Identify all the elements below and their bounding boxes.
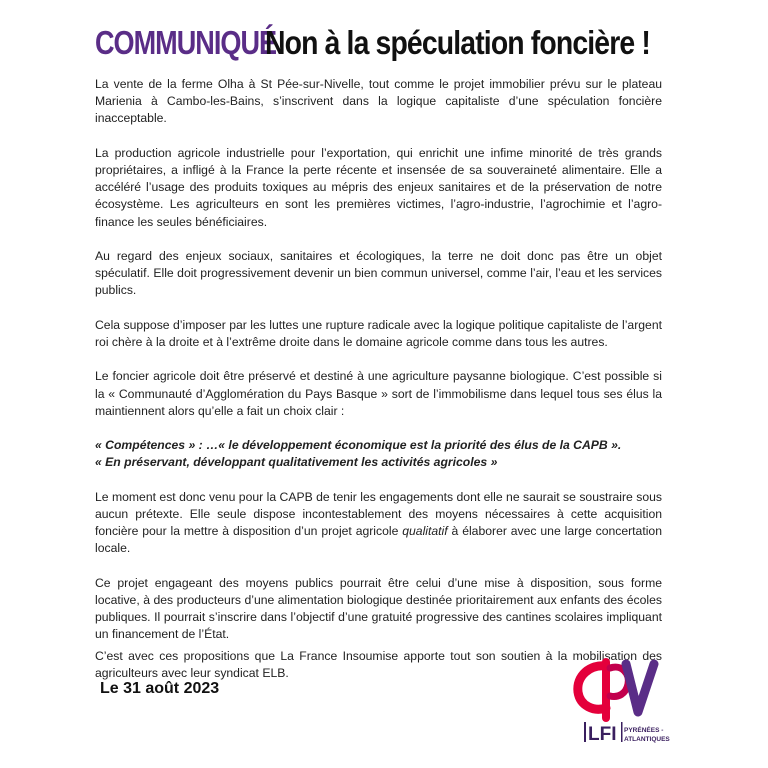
svg-text:PYRÉNÉES -: PYRÉNÉES - [624,727,664,734]
paragraph-projet: Ce projet engageant des moyens publics pourrait être celui d’une mise à disposition, sous forme locative, à des producteurs d’une alimentation biologique destinée prioritairement aux enfants des écoles publiques. Il pourrait s’inscrire dans l’objectif d’une gratuité progressive des cantines scolaires impliquant un financement de l’État. [95,575,662,642]
paragraph-5: Le foncier agricole doit être préservé et destiné à une agriculture paysanne biologique. C’est possible si la « Communauté d’Agglomération du Pays Basque » sort de l’immobilisme dans lequel tous ses élus la maintiennent alors qu’elle a fait un choix clair : [95,369,662,418]
paragraph-4: Cela suppose d’imposer par les luttes une rupture radicale avec la logique politique capitaliste de l’argent roi chère à la droite et à l’extrême droite dans le domaine agricole comme dans tous les autres. [95,317,662,349]
paragraph-final: C’est avec ces propositions que La France Insoumise apporte tout son soutien à la mobilisation des agriculteurs avec leur syndicat ELB. [95,648,662,680]
quote-line-1: « Compétences » : …« le développement économique est la priorité des élus de la CAPB ». [95,438,622,453]
lfi-logo [572,652,670,747]
page-title: Non à la spéculation foncière ! [265,24,650,61]
paragraph-2: La production agricole industrielle pour l’exportation, qui enrichit une infime minorité de très grands propriétaires, a infligé à la France la perte récente et insensée de sa souveraineté alimentaire. Elle a accéléré l’usage des produits toxiques au mépris des enjeux sanitaires et de la préservation de notre écosystème. Les agriculteurs en sont les premières victimes, l’agro-industrie, l’agrochimie et l’agro-finance les seules bénéficiaires. [95,145,662,229]
capb-quote [95,437,662,471]
quote-line-2: « En préservant, développant qualitativement les activités agricoles » [95,455,498,470]
communique-body [95,76,662,699]
svg-text:LFI: LFI [588,724,617,745]
paragraph-3: Au regard des enjeux sociaux, sanitaires et écologiques, la terre ne doit donc pas être un objet spéculatif. Elle doit progressivement devenir un bien commun universel, comme l’air, l’eau et les services publics. [95,249,662,298]
svg-text:ATLANTIQUES: ATLANTIQUES [624,736,670,743]
communique-label: COMMUNIQUÉ [95,24,277,61]
page-header [95,24,695,62]
lfi-phi-logo-icon [572,652,670,747]
publication-date: Le 31 août 2023 [100,680,220,697]
paragraph-1: La vente de la ferme Olha à St Pée-sur-Nivelle, tout comme le projet immobilier prévu sur le plateau Marienia à Cambo-les-Bains, s’inscrivent dans la logique capitaliste d’une spéculation foncière inacceptable. [95,77,662,126]
paragraph-capb: Le moment est donc venu pour la CAPB de tenir les engagements dont elle ne saurait se soustraire sous aucun prétexte. Elle seule dispose incontestablement des moyens nécessaires à cette acquisition foncière pour la mettre à disposition d’un projet agricole qualitatif à élaborer avec une large concertation locale. [95,489,662,556]
emphasis-qualitatif: qualitatif [402,524,448,539]
